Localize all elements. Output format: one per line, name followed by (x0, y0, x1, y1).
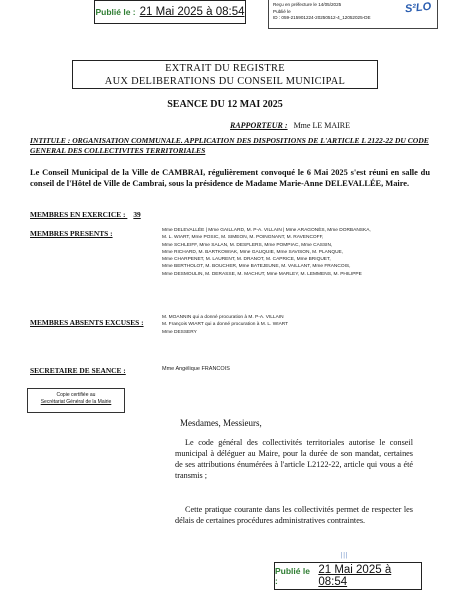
list-item: M. François WIART qui a donné procuration à M. L. WIART (162, 322, 289, 328)
list-item: Mme CHARPENET, M. LAURENT, M. DRANOT, M. CAPRICE, Mme BRIQUET, (162, 257, 331, 263)
published-label: Publié le : (95, 7, 136, 17)
intitule-text: ORGANISATION COMMUNALE. APPLICATION DES DISPOSITIONS DE L'ARTICLE L 2122-22 DU CODE GENERAL DES COLLECTIVITES TERRITORIALES (30, 136, 429, 155)
salutation: Mesdames, Messieurs, (180, 418, 262, 428)
list-item: Mme DELEVALLÉE | Mme GAILLARD, M. P-A. VILLAIN | Mme ARAGONÈS, Mme DORBANSKA, (162, 228, 371, 233)
list-item: Mme DESSERY (162, 329, 197, 335)
reference-published-line: Publié le (273, 8, 291, 14)
reference-received-line: Reçu en préfecture le 14/05/2025 (273, 2, 342, 7)
membres-exercice-label: MEMBRES EN EXERCICE : (30, 210, 126, 219)
body-paragraph-1: Le code général des collectivités territoriales autorise le conseil municipal à déléguer au Maire, pour la durée de son mandat, certaines de ses attributions énumérées à l'article L2122-22, article qui vous a été transmis ; (175, 438, 413, 480)
certification-stamp (27, 388, 125, 413)
reference-id-line: ID : 059-215901224-20250512-4_12052025-DE (273, 15, 371, 21)
document-title-box (72, 60, 378, 89)
rapporteur (230, 121, 350, 130)
intitule (30, 136, 430, 156)
body-paragraph-2: Cette pratique courante dans les collectivités permet de respecter les délais de certaines procédures administratives contraintes. (175, 505, 413, 525)
list-item: Mme RICHARD, M. BARTKOWIAK, Mme GAUQUIE, Mme SAVISON, M. PLANQUE, (162, 249, 344, 255)
secretaire-value: Mme Angélique FRANCOIS (162, 366, 230, 372)
cachet-line-1: Copie certifiée au (56, 392, 96, 398)
published-label: Publié le : (275, 566, 310, 586)
prefecture-reference-box (268, 0, 438, 29)
seance-heading: SEANCE DU 12 MAI 2025 (167, 99, 283, 110)
membres-absents-list (162, 314, 288, 336)
intro-paragraph: Le Conseil Municipal de la Ville de CAMBRAI, régulièrement convoqué le 6 Mai 2025 s'est réuni en salle du conseil de l'Hôtel de Ville de Cambrai, sous la présidence de Madame Marie-Anne DELEVALLÉE, Maire. (30, 168, 430, 188)
rapporteur-label: RAPPORTEUR : (230, 121, 288, 130)
published-date: 21 Mai 2025 à 08:54 (139, 6, 245, 18)
rapporteur-value: Mme LE MAIRE (293, 121, 350, 130)
secretaire-label: SECRETAIRE DE SEANCE : (30, 366, 126, 375)
slo-signature-logo: S²LO (404, 0, 432, 16)
membres-exercice-value: 39 (133, 210, 141, 219)
list-item: Mme SCHLEIFF, Mme SALAN, M. DESFLERS, Mme POMPIAC, Mme CASSIN, (162, 242, 333, 248)
membres-exercice (30, 210, 141, 219)
publication-stamp-top (94, 0, 246, 24)
membres-presents-list (162, 227, 371, 278)
title-line-2: AUX DELIBERATIONS DU CONSEIL MUNICIPAL (104, 76, 346, 87)
list-item: M. MOANNIN qui a donné procuration à M. P-A. VILLAIN (162, 315, 284, 320)
cachet-line-2: Secrétariat Général de la Mairie (40, 399, 112, 405)
published-date: 21 Mai 2025 à 08:54 (318, 564, 392, 588)
title-line-1: EXTRAIT DU REGISTRE (165, 63, 285, 74)
stamp-tick-marks: ||| (341, 551, 349, 559)
membres-absents-label: MEMBRES ABSENTS EXCUSES : (30, 318, 144, 327)
list-item: Mme DESMOULIN, M. DERASSE, M. MACHUT, Mme MARLEY, M. LEMMENS, M. PHILIPPE (162, 271, 362, 277)
list-item: M. L. WIART, Mme POSIC, M. SIMEON, M. POINGNANT, M. RAVENCOFF, (162, 235, 324, 241)
publication-stamp-bottom (274, 562, 422, 590)
intitule-label: INTITULE : (30, 136, 71, 145)
membres-presents-label: MEMBRES PRESENTS : (30, 229, 113, 238)
list-item: Mme BERTHOLOT, M. BOUCHER, Mme BATEJEUNE, M. VAILLANT, Mme FRANCOIS, (162, 264, 351, 270)
